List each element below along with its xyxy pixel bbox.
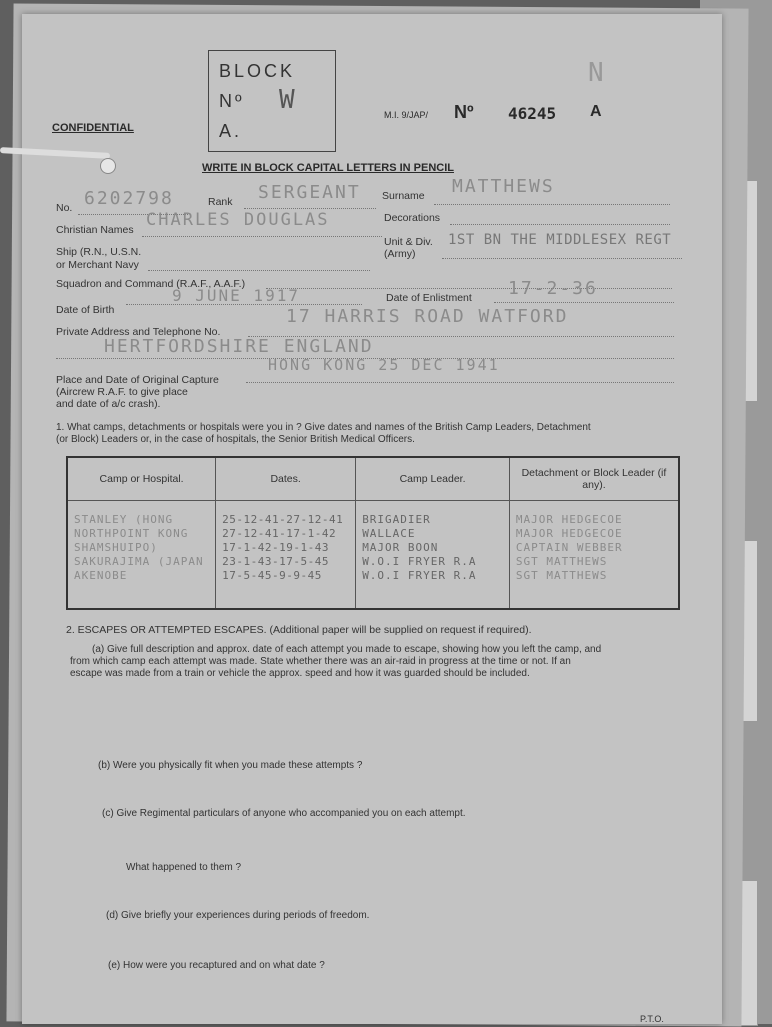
question-2d: (d) Give briefly your experiences during periods of freedom. — [106, 910, 370, 921]
block-stamp-box — [208, 50, 336, 152]
question-2c-followup: What happened to them ? — [126, 862, 242, 873]
question-2c: (c) Give Regimental particulars of anyone who accompanied you on each attempt. — [102, 808, 466, 819]
capture-label-line3: and date of a/c crash). — [56, 398, 161, 410]
table-cell: W.O.I FRYER R.A — [362, 569, 477, 582]
table-cell: SAKURAJIMA (JAPAN — [74, 555, 204, 568]
table-cell: MAJOR HEDGECOE — [515, 527, 623, 540]
please-turn-over: P.T.O. — [640, 1014, 664, 1024]
date-of-birth-label: Date of Birth — [56, 304, 115, 316]
service-number-label: No. — [56, 202, 73, 214]
table-cell: MAJOR BOON — [362, 541, 439, 554]
mi-reference: M.I. 9/JAP/ — [384, 110, 429, 120]
camp-column-cells — [67, 501, 216, 610]
column-header-camp-leader: Camp Leader. — [356, 457, 510, 501]
table-cell: 17-5-45-9-9-45 — [222, 569, 322, 582]
table-cell: BRIGADIER — [362, 513, 431, 526]
table-cell: 27-12-41-17-1-42 — [222, 527, 337, 540]
block-handwriting: W — [279, 85, 297, 115]
rank-value: SERGEANT — [258, 182, 361, 203]
date-of-birth-value: 9 JUNE 1917 — [172, 286, 300, 305]
section1-question-line2: (or Block) Leaders or, in the case of hospitals, the Senior British Medical Officers. — [56, 434, 415, 445]
unit-value: 1ST BN THE MIDDLESEX REGT — [448, 232, 672, 248]
leader-column-cells — [356, 501, 510, 610]
block-stamp-line1: BLOCK — [219, 61, 296, 81]
table-cell: STANLEY (HONG — [74, 513, 174, 526]
ship-label-line2: or Merchant Navy — [56, 259, 139, 271]
table-cell: CAPTAIN WEBBER — [515, 541, 623, 554]
table-cell: SGT MATTHEWS — [515, 555, 608, 568]
decorations-label: Decorations — [384, 212, 441, 224]
column-header-dates: Dates. — [216, 457, 356, 501]
table-cell: WALLACE — [362, 527, 416, 540]
table-cell: 17-1-42-19-1-43 — [222, 541, 329, 554]
block-stamp-line2: Nº — [219, 91, 245, 111]
question-2e: (e) How were you recaptured and on what date ? — [108, 960, 325, 971]
unit-label-line1: Unit & Div. — [384, 236, 433, 248]
column-header-camp: Camp or Hospital. — [67, 457, 216, 501]
rank-label: Rank — [208, 196, 233, 208]
table-cell: AKENOBE — [74, 569, 128, 582]
table-cell: NORTHPOINT KONG — [74, 527, 189, 540]
question-2a-line1: (a) Give full description and approx. date of each attempt you made to escape, showing how you left the camp, and — [92, 644, 602, 655]
unit-label-line2: (Army) — [384, 248, 416, 260]
corner-handwriting: N — [588, 58, 606, 88]
squadron-label: Squadron and Command (R.A.F., A.A.F.) — [56, 278, 246, 290]
christian-names-value: CHARLES DOUGLAS — [146, 210, 330, 230]
column-header-detachment-leader: Detachment or Block Leader (if any). — [509, 457, 679, 501]
capture-label-line2: (Aircrew R.A.F. to give place — [56, 386, 188, 398]
confidential-label: CONFIDENTIAL — [52, 122, 134, 134]
table-cell: W.O.I FRYER R.A — [362, 555, 477, 568]
surname-value: MATTHEWS — [452, 176, 555, 197]
question-2b: (b) Were you physically fit when you made these attempts ? — [98, 760, 363, 771]
service-number-value: 6202798 — [84, 188, 174, 209]
table-cell: SHAMSHUIPO) — [74, 541, 158, 554]
address-value-line2: HERTFORDSHIRE ENGLAND — [104, 336, 374, 357]
address-value-line1: 17 HARRIS ROAD WATFORD — [286, 306, 569, 327]
table-cell: 25-12-41-27-12-41 — [222, 513, 344, 526]
pow-questionnaire-sheet — [22, 14, 722, 1024]
enlistment-value: 17-2-36 — [508, 278, 598, 299]
camps-table-header — [67, 457, 679, 501]
table-cell: SGT MATTHEWS — [515, 569, 608, 582]
table-cell: MAJOR HEDGECOE — [515, 513, 623, 526]
camps-table — [66, 456, 680, 610]
detachment-column-cells — [509, 501, 679, 610]
address-label: Private Address and Telephone No. — [56, 326, 221, 338]
camps-table-body — [67, 501, 679, 610]
form-number-label: Nº — [454, 102, 474, 122]
section2-title: 2. ESCAPES OR ATTEMPTED ESCAPES. (Additional paper will be supplied on request if required). — [66, 624, 532, 636]
capture-value: HONG KONG 25 DEC 1941 — [268, 356, 500, 374]
dates-column-cells — [216, 501, 356, 610]
enlistment-label: Date of Enlistment — [386, 292, 472, 304]
question-2a-line2: from which camp each attempt was made. State whether there was an air-raid in progress at the time or not. If an — [70, 656, 571, 667]
eyelet-hole — [100, 158, 116, 174]
surname-label: Surname — [382, 190, 425, 202]
pencil-instruction: WRITE IN BLOCK CAPITAL LETTERS IN PENCIL — [202, 162, 454, 174]
capture-label-line1: Place and Date of Original Capture — [56, 374, 219, 386]
section1-question-line1: 1. What camps, detachments or hospitals were you in ? Give dates and names of the British Camp Leaders, Detachment — [56, 422, 591, 433]
ship-label-line1: Ship (R.N., U.S.N. — [56, 246, 142, 258]
form-number: 46245 — [508, 104, 557, 123]
form-suffix: A — [590, 103, 602, 120]
question-2a-line3: escape was made from a train or vehicle the approx. speed and how it was guarded should be included. — [70, 668, 530, 679]
block-stamp-line3: A. — [219, 121, 243, 141]
christian-names-label: Christian Names — [56, 224, 134, 236]
table-cell: 23-1-43-17-5-45 — [222, 555, 329, 568]
